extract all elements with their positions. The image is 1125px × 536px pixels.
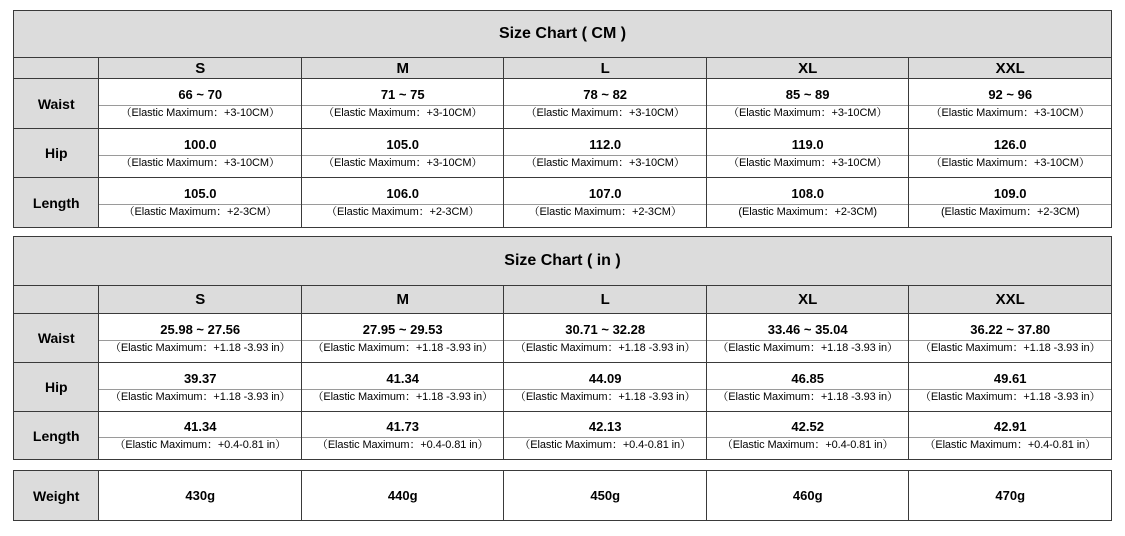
measurement-value: 105.0 [386,136,419,152]
measurement-cell [706,178,908,228]
measurement-cell [706,314,908,363]
measurement-value: 30.71 ~ 32.28 [565,321,646,337]
cell-content [99,136,300,171]
cell-content [707,86,908,121]
table-row [14,129,1112,178]
cell-content [302,136,503,171]
elastic-note: （Elastic Maximum：+3-10CM） [707,105,908,121]
cell-content [504,418,705,453]
elastic-note: (Elastic Maximum：+2-3CM) [707,204,908,220]
measurement-cell [99,79,301,129]
measurement-cell [301,314,503,363]
cell-content [909,370,1111,405]
elastic-note: （Elastic Maximum：+1.18 -3.93 in） [909,389,1111,405]
size-header: M [301,58,503,79]
elastic-note: （Elastic Maximum：+0.4-0.81 in） [302,437,503,453]
row-label-weight: Weight [14,471,99,521]
measurement-cell [301,178,503,228]
elastic-note: （Elastic Maximum：+3-10CM） [99,105,300,121]
measurement-value: 126.0 [993,136,1027,152]
cell-content [302,185,503,220]
measurement-value: 49.61 [993,370,1027,386]
corner-cell [14,58,99,79]
cell-content [707,418,908,453]
weight-value: 440g [301,471,504,521]
cell-content [99,418,300,453]
elastic-note: （Elastic Maximum：+1.18 -3.93 in） [909,340,1111,356]
table-row [14,412,1112,460]
cell-content [302,321,503,356]
measurement-value: 100.0 [183,136,217,152]
cell-content [302,86,503,121]
weight-table [13,470,1112,521]
elastic-note: （Elastic Maximum：+1.18 -3.93 in） [302,340,503,356]
elastic-note: （Elastic Maximum：+1.18 -3.93 in） [99,340,300,356]
size-header: XL [706,286,908,314]
table-row [14,79,1112,129]
elastic-note: （Elastic Maximum：+1.18 -3.93 in） [707,389,908,405]
measurement-cell [301,129,503,178]
chart-title: Size Chart ( CM ) [14,11,1112,58]
row-label: Hip [14,129,99,178]
measurement-cell [504,178,706,228]
measurement-cell [504,363,706,412]
size-header: XXL [909,286,1112,314]
cell-content [707,185,908,220]
elastic-note: （Elastic Maximum：+1.18 -3.93 in） [707,340,908,356]
measurement-value: 106.0 [386,186,419,201]
measurement-value: 42.13 [588,419,622,434]
measurement-value: 39.37 [183,370,217,386]
measurement-cell [504,412,706,460]
row-label: Hip [14,363,99,412]
measurement-cell [909,178,1112,228]
weight-value: 460g [706,471,909,521]
row-label: Waist [14,79,99,129]
measurement-value: 36.22 ~ 37.80 [970,321,1051,337]
cell-content [909,321,1111,356]
size-chart-cm [13,10,1112,228]
measurement-cell [99,363,301,412]
row-label: Length [14,178,99,228]
elastic-note: （Elastic Maximum：+2-3CM） [302,204,503,220]
measurement-cell [909,129,1112,178]
size-header: S [99,286,301,314]
size-chart-in [13,236,1112,460]
measurement-value: 108.0 [791,186,824,201]
elastic-note: （Elastic Maximum：+3-10CM） [504,105,705,121]
measurement-value: 78 ~ 82 [583,87,628,102]
measurement-cell [301,79,503,129]
elastic-note: （Elastic Maximum：+3-10CM） [909,105,1111,121]
elastic-note: （Elastic Maximum：+0.4-0.81 in） [504,437,705,453]
cell-content [707,370,908,405]
elastic-note: （Elastic Maximum：+1.18 -3.93 in） [504,389,705,405]
measurement-value: 25.98 ~ 27.56 [160,321,241,337]
elastic-note: （Elastic Maximum：+3-10CM） [302,155,503,171]
weight-value: 430g [99,471,302,521]
measurement-value: 71 ~ 75 [380,87,425,102]
elastic-note: （Elastic Maximum：+3-10CM） [909,155,1111,171]
cell-content [504,86,705,121]
measurement-cell [99,314,301,363]
table-row [14,314,1112,363]
elastic-note: （Elastic Maximum：+0.4-0.81 in） [707,437,908,453]
measurement-cell [909,412,1112,460]
elastic-note: （Elastic Maximum：+3-10CM） [302,105,503,121]
measurement-value: 112.0 [589,136,622,152]
measurement-value: 46.85 [791,370,824,386]
measurement-value: 41.73 [386,419,419,434]
row-label: Length [14,412,99,460]
elastic-note: （Elastic Maximum：+3-10CM） [707,155,908,171]
measurement-value: 27.95 ~ 29.53 [362,321,443,337]
cell-content [99,321,300,356]
measurement-cell [504,129,706,178]
elastic-note: （Elastic Maximum：+1.18 -3.93 in） [504,340,705,356]
table-row [14,363,1112,412]
size-header: XXL [909,58,1112,79]
cell-content [504,321,705,356]
weight-value: 450g [504,471,707,521]
size-header: S [99,58,301,79]
measurement-cell [706,129,908,178]
cell-content [707,321,908,356]
measurement-cell [909,79,1112,129]
measurement-cell [909,363,1112,412]
measurement-cell [301,412,503,460]
measurement-cell [706,412,908,460]
measurement-cell [706,363,908,412]
measurement-value: 33.46 ~ 35.04 [767,321,848,337]
size-header: XL [706,58,908,79]
measurement-value: 85 ~ 89 [785,87,830,102]
measurement-value: 44.09 [588,370,622,386]
cell-content [504,185,705,220]
measurement-value: 66 ~ 70 [178,87,223,102]
elastic-note: （Elastic Maximum：+2-3CM） [99,204,300,220]
corner-cell [14,286,99,314]
elastic-note: （Elastic Maximum：+0.4-0.81 in） [909,437,1111,453]
cell-content [99,370,300,405]
measurement-value: 41.34 [183,419,217,434]
measurement-cell [99,412,301,460]
measurement-cell [99,129,301,178]
cell-content [909,86,1111,121]
elastic-note: （Elastic Maximum：+1.18 -3.93 in） [302,389,503,405]
table-row [14,471,1112,521]
measurement-value: 105.0 [183,186,217,201]
measurement-value: 42.52 [791,419,824,434]
measurement-value: 42.91 [993,419,1027,434]
measurement-cell [909,314,1112,363]
cell-content [302,370,503,405]
cell-content [909,418,1111,453]
cell-content [99,185,300,220]
elastic-note: （Elastic Maximum：+3-10CM） [504,155,705,171]
measurement-value: 41.34 [386,370,419,386]
cell-content [909,136,1111,171]
elastic-note: （Elastic Maximum：+2-3CM） [504,204,705,220]
elastic-note: (Elastic Maximum：+2-3CM) [909,204,1111,220]
cell-content [504,370,705,405]
cell-content [707,136,908,171]
elastic-note: （Elastic Maximum：+1.18 -3.93 in） [99,389,300,405]
size-header: L [504,58,706,79]
measurement-cell [99,178,301,228]
measurement-value: 107.0 [588,186,622,201]
size-header: L [504,286,706,314]
measurement-cell [706,79,908,129]
elastic-note: （Elastic Maximum：+3-10CM） [99,155,300,171]
elastic-note: （Elastic Maximum：+0.4-0.81 in） [99,437,300,453]
chart-title: Size Chart ( in ) [14,237,1112,286]
measurement-value: 109.0 [993,186,1027,201]
measurement-value: 119.0 [791,136,824,152]
table-row [14,178,1112,228]
measurement-cell [504,79,706,129]
cell-content [504,136,705,171]
measurement-value: 92 ~ 96 [988,87,1033,102]
row-label: Waist [14,314,99,363]
cell-content [909,185,1111,220]
weight-value: 470g [909,471,1112,521]
measurement-cell [504,314,706,363]
measurement-cell [301,363,503,412]
cell-content [302,418,503,453]
size-header: M [301,286,503,314]
cell-content [99,86,300,121]
